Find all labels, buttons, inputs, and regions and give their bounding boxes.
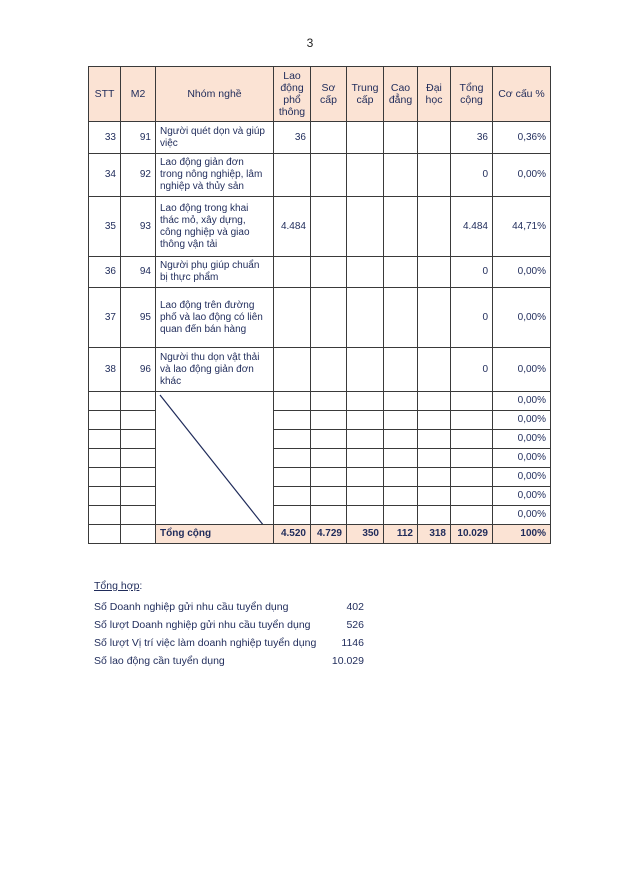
cell-cao-dang <box>384 288 418 348</box>
summary-label: Số Doanh nghiệp gửi nhu cầu tuyển dụng <box>94 601 289 613</box>
cell-ldpt <box>274 288 311 348</box>
cell-stt: 34 <box>89 154 121 197</box>
cell-empty <box>89 506 121 525</box>
cell-empty <box>384 411 418 430</box>
cell-stt: 35 <box>89 197 121 257</box>
cell-co-cau: 0,00% <box>493 392 551 411</box>
cell-dai-hoc <box>418 288 451 348</box>
cell-empty <box>418 468 451 487</box>
cell-trung-cap <box>347 288 384 348</box>
cell-empty <box>311 487 347 506</box>
cell-tong-cong: 0 <box>451 348 493 392</box>
cell-so-cap <box>311 348 347 392</box>
cell-empty <box>121 411 156 430</box>
summary-value: 1146 <box>341 637 364 649</box>
cell-empty <box>274 430 311 449</box>
cell-trung-cap <box>347 257 384 288</box>
cell-tong-cong: 0 <box>451 257 493 288</box>
cell-stt: 36 <box>89 257 121 288</box>
cell-ldpt <box>274 154 311 197</box>
summary-value: 10.029 <box>331 655 364 667</box>
header-so-cap: Sơ cấp <box>311 67 347 122</box>
header-lao-dong-pho-thong: Lao động phổ thông <box>274 67 311 122</box>
cell-empty <box>311 392 347 411</box>
cell-so-cap <box>311 154 347 197</box>
header-m2: M2 <box>121 67 156 122</box>
summary-item <box>94 598 364 616</box>
table-row <box>89 122 551 154</box>
empty-row <box>89 392 551 411</box>
cell-empty <box>89 487 121 506</box>
cell-empty <box>384 392 418 411</box>
cell-empty <box>121 449 156 468</box>
cell-ldpt: 4.484 <box>274 197 311 257</box>
total-ldpt: 4.520 <box>274 525 311 544</box>
cell-empty <box>121 430 156 449</box>
cell-dai-hoc <box>418 154 451 197</box>
cell-co-cau: 0,00% <box>493 430 551 449</box>
total-trung-cap: 350 <box>347 525 384 544</box>
cell-cao-dang <box>384 122 418 154</box>
cell-trung-cap <box>347 154 384 197</box>
total-row <box>89 525 551 544</box>
cell-empty <box>418 430 451 449</box>
cell-cao-dang <box>384 257 418 288</box>
cell-cao-dang <box>384 197 418 257</box>
cell-empty <box>347 392 384 411</box>
recruitment-table <box>88 66 551 544</box>
cell-tong-cong: 36 <box>451 122 493 154</box>
header-co-cau: Cơ cấu % <box>493 67 551 122</box>
cell-nhom-nghe: Lao động giản đơn trong nông nghiệp, lâm nghiệp và thủy sản <box>156 154 274 197</box>
summary-value: 402 <box>346 601 364 613</box>
total-dai-hoc: 318 <box>418 525 451 544</box>
header-tong-cong: Tổng cộng <box>451 67 493 122</box>
cell-stt: 37 <box>89 288 121 348</box>
cell-co-cau: 0,00% <box>493 487 551 506</box>
cell-nhom-nghe: Lao động trên đường phố và lao động có liên quan đến bán hàng <box>156 288 274 348</box>
cell-ldpt: 36 <box>274 122 311 154</box>
cell-empty <box>384 468 418 487</box>
cell-empty <box>121 468 156 487</box>
cell-empty <box>347 449 384 468</box>
cell-nhom-nghe: Lao động trong khai thác mỏ, xây dựng, công nghiệp và giao thông vận tải <box>156 197 274 257</box>
table-row <box>89 154 551 197</box>
summary-item <box>94 616 364 634</box>
cell-empty <box>384 506 418 525</box>
cell-empty <box>311 468 347 487</box>
cell-empty <box>274 468 311 487</box>
cell-empty <box>347 506 384 525</box>
cell-ldpt <box>274 348 311 392</box>
cell-trung-cap <box>347 197 384 257</box>
table-row <box>89 257 551 288</box>
summary-title: Tổng hợp <box>94 580 140 592</box>
cell-empty <box>274 392 311 411</box>
summary-label: Số lao động cần tuyển dụng <box>94 655 225 667</box>
cell-empty <box>311 411 347 430</box>
diagonal-strike-cell <box>156 392 274 525</box>
summary-heading <box>94 580 364 592</box>
cell-m2: 96 <box>121 348 156 392</box>
cell-empty <box>311 449 347 468</box>
cell-empty <box>451 430 493 449</box>
cell-empty <box>89 411 121 430</box>
cell-empty <box>451 487 493 506</box>
cell-empty <box>89 449 121 468</box>
header-dai-hoc: Đại học <box>418 67 451 122</box>
cell-cao-dang <box>384 154 418 197</box>
page-number: 3 <box>306 36 314 50</box>
total-tong-cong: 10.029 <box>451 525 493 544</box>
cell-so-cap <box>311 288 347 348</box>
summary-value: 526 <box>346 619 364 631</box>
cell-empty <box>121 487 156 506</box>
cell-empty <box>451 392 493 411</box>
cell-tong-cong: 0 <box>451 154 493 197</box>
cell-empty <box>347 468 384 487</box>
cell-empty <box>89 430 121 449</box>
cell-so-cap <box>311 197 347 257</box>
cell-empty <box>451 468 493 487</box>
summary-section <box>94 580 364 670</box>
summary-label: Số lượt Vị trí việc làm doanh nghiệp tuyển dụng <box>94 637 317 649</box>
table-row <box>89 348 551 392</box>
cell-stt: 33 <box>89 122 121 154</box>
cell-m2: 92 <box>121 154 156 197</box>
table-row <box>89 197 551 257</box>
cell-trung-cap <box>347 122 384 154</box>
cell-co-cau: 0,00% <box>493 288 551 348</box>
cell-dai-hoc <box>418 122 451 154</box>
cell-empty <box>121 525 156 544</box>
header-stt: STT <box>89 67 121 122</box>
cell-co-cau: 44,71% <box>493 197 551 257</box>
cell-empty <box>384 449 418 468</box>
cell-empty <box>347 411 384 430</box>
total-label: Tổng cộng <box>156 525 274 544</box>
cell-co-cau: 0,00% <box>493 154 551 197</box>
cell-m2: 93 <box>121 197 156 257</box>
cell-tong-cong: 0 <box>451 288 493 348</box>
cell-ldpt <box>274 257 311 288</box>
cell-empty <box>89 468 121 487</box>
cell-co-cau: 0,00% <box>493 348 551 392</box>
cell-co-cau: 0,00% <box>493 257 551 288</box>
total-so-cap: 4.729 <box>311 525 347 544</box>
total-cao-dang: 112 <box>384 525 418 544</box>
cell-empty <box>451 449 493 468</box>
cell-co-cau: 0,00% <box>493 468 551 487</box>
cell-stt: 38 <box>89 348 121 392</box>
cell-dai-hoc <box>418 257 451 288</box>
cell-m2: 91 <box>121 122 156 154</box>
summary-item <box>94 652 364 670</box>
header-trung-cap: Trung cấp <box>347 67 384 122</box>
cell-empty <box>418 392 451 411</box>
cell-empty <box>311 430 347 449</box>
cell-co-cau: 0,00% <box>493 411 551 430</box>
cell-cao-dang <box>384 348 418 392</box>
table-row <box>89 288 551 348</box>
header-nhom-nghe: Nhóm nghề <box>156 67 274 122</box>
total-co-cau: 100% <box>493 525 551 544</box>
cell-empty <box>311 506 347 525</box>
cell-empty <box>121 506 156 525</box>
cell-dai-hoc <box>418 197 451 257</box>
header-cao-dang: Cao đẳng <box>384 67 418 122</box>
cell-empty <box>451 506 493 525</box>
cell-empty <box>418 411 451 430</box>
cell-trung-cap <box>347 348 384 392</box>
cell-empty <box>274 506 311 525</box>
cell-empty <box>274 487 311 506</box>
cell-co-cau: 0,00% <box>493 449 551 468</box>
cell-empty <box>274 449 311 468</box>
cell-empty <box>347 430 384 449</box>
summary-item <box>94 634 364 652</box>
cell-nhom-nghe: Người phụ giúp chuẩn bị thực phẩm <box>156 257 274 288</box>
cell-m2: 95 <box>121 288 156 348</box>
summary-label: Số lượt Doanh nghiệp gửi nhu cầu tuyển dụng <box>94 619 311 631</box>
cell-empty <box>384 430 418 449</box>
cell-empty <box>384 487 418 506</box>
cell-empty <box>89 392 121 411</box>
diagonal-line <box>156 392 274 525</box>
cell-empty <box>274 411 311 430</box>
cell-empty <box>121 392 156 411</box>
summary-title-colon: : <box>139 580 143 592</box>
cell-nhom-nghe: Người thu dọn vật thải và lao động giản đơn khác <box>156 348 274 392</box>
cell-so-cap <box>311 122 347 154</box>
cell-empty <box>347 487 384 506</box>
cell-empty <box>418 449 451 468</box>
cell-so-cap <box>311 257 347 288</box>
cell-co-cau: 0,00% <box>493 506 551 525</box>
cell-m2: 94 <box>121 257 156 288</box>
cell-empty <box>418 506 451 525</box>
cell-empty <box>451 411 493 430</box>
cell-tong-cong: 4.484 <box>451 197 493 257</box>
cell-dai-hoc <box>418 348 451 392</box>
table-header-row <box>89 67 551 122</box>
cell-empty <box>418 487 451 506</box>
cell-co-cau: 0,36% <box>493 122 551 154</box>
cell-empty <box>89 525 121 544</box>
cell-nhom-nghe: Người quét dọn và giúp việc <box>156 122 274 154</box>
